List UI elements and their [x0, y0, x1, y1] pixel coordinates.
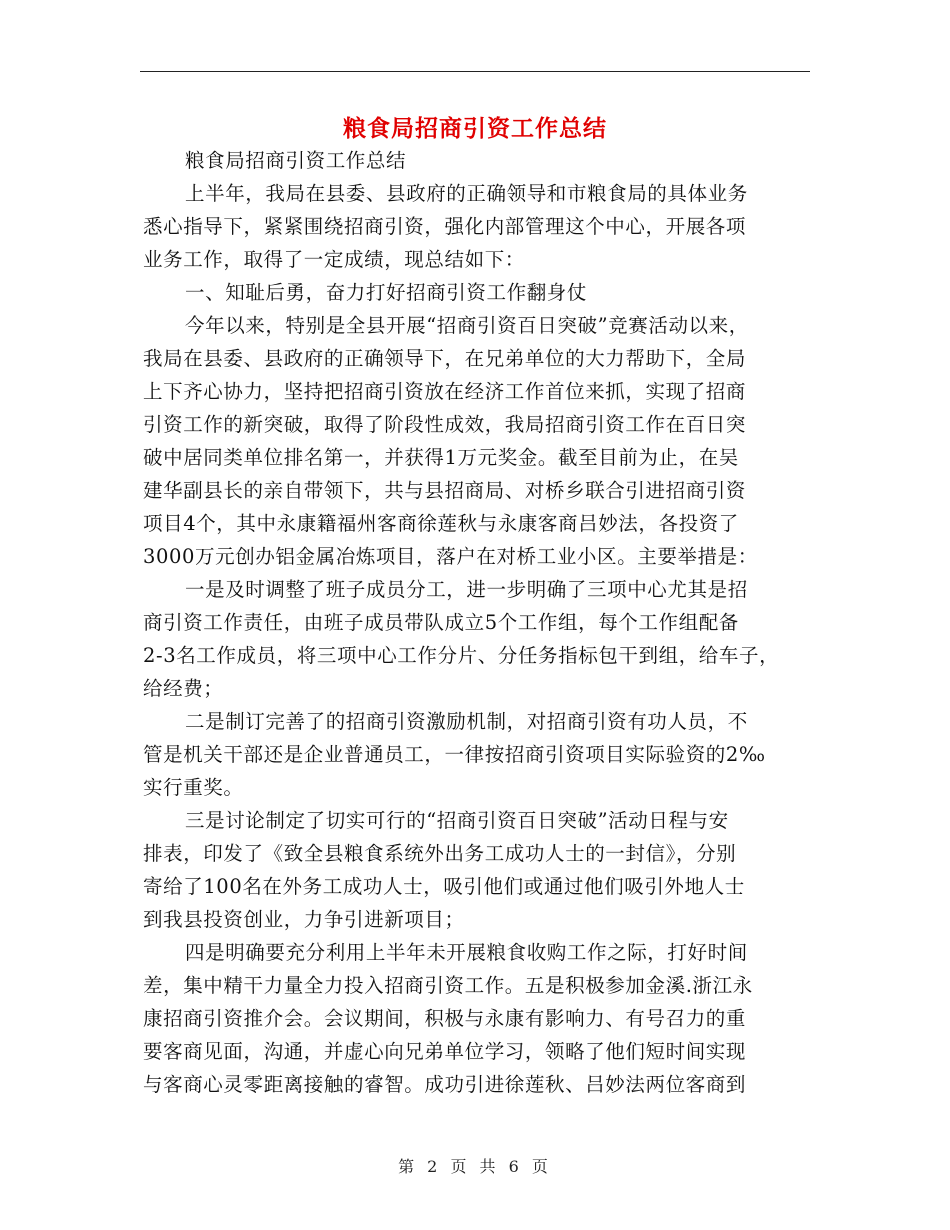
body-line: 一是及时调整了班子成员分工，进一步明确了三项中心尤其是招	[185, 578, 748, 601]
body-line: 管是机关干部还是企业普通员工，一律按招商引资项目实际验资的2‰	[143, 743, 766, 766]
body-line: 二是制订完善了的招商引资激励机制，对招商引资有功人员，不	[185, 710, 748, 733]
body-line: 上下齐心协力，坚持把招商引资放在经济工作首位来抓，实现了招商	[143, 380, 747, 403]
body-line: 排表，印发了《致全县粮食系统外出务工成功人士的一封信》，分别	[143, 842, 737, 865]
body-line: 实行重奖。	[143, 776, 244, 799]
body-line: 四是明确要充分利用上半年未开展粮食收购工作之际，打好时间	[185, 941, 748, 964]
body-line: 寄给了100名在外务工成功人士，吸引他们或通过他们吸引外地人士	[143, 875, 745, 898]
top-rule	[140, 71, 810, 72]
body-line: 商引资工作责任，由班子成员带队成立5个工作组，每个工作组配备	[143, 611, 739, 634]
body-line: 引资工作的新突破，取得了阶段性成效，我局招商引资工作在百日突	[143, 413, 747, 436]
page-number-footer: 第 2 页 共 6 页	[398, 1157, 552, 1176]
body-line: 与客商心灵零距离接触的睿智。成功引进徐莲秋、吕妙法两位客商到	[143, 1073, 747, 1096]
body-line: 建华副县长的亲自带领下，共与县招商局、对桥乡联合引进招商引资	[143, 479, 747, 502]
body-line: 我局在县委、县政府的正确领导下，在兄弟单位的大力帮助下，全局	[143, 347, 747, 370]
body-line: 差，集中精干力量全力投入招商引资工作。五是积极参加金溪.浙江永	[143, 974, 753, 997]
body-line: 今年以来，特别是全县开展“招商引资百日突破”竞赛活动以来，	[185, 314, 749, 337]
body-line: 2-3名工作成员，将三项中心工作分片、分任务指标包干到组，给车子，	[143, 644, 780, 667]
body-line: 上半年，我局在县委、县政府的正确领导和市粮食局的具体业务	[185, 182, 748, 205]
body-line: 三是讨论制定了切实可行的“招商引资百日突破”活动日程与安	[185, 809, 729, 832]
body-line: 业务工作，取得了一定成绩，现总结如下：	[143, 248, 525, 271]
document-title: 粮食局招商引资工作总结	[343, 115, 607, 142]
body-line: 破中居同类单位排名第一，并获得1万元奖金。截至目前为止，在吴	[143, 446, 739, 469]
body-line: 悉心指导下，紧紧围绕招商引资，强化内部管理这个中心，开展各项	[143, 215, 747, 238]
body-line: 康招商引资推介会。会议期间，积极与永康有影响力、有号召力的重	[143, 1007, 747, 1030]
body-line: 项目4个，其中永康籍福州客商徐莲秋与永康客商吕妙法，各投资了	[143, 512, 739, 535]
body-line: 要客商见面，沟通，并虚心向兄弟单位学习，领略了他们短时间实现	[143, 1040, 747, 1063]
body-line: 到我县投资创业，力争引进新项目；	[143, 908, 465, 931]
body-line: 粮食局招商引资工作总结	[185, 149, 407, 172]
body-line: 一、知耻后勇，奋力打好招商引资工作翻身仗	[185, 281, 588, 304]
body-line: 给经费；	[143, 677, 224, 700]
body-line: 3000万元创办铝金属冶炼项目，落户在对桥工业小区。主要举措是：	[143, 545, 758, 568]
